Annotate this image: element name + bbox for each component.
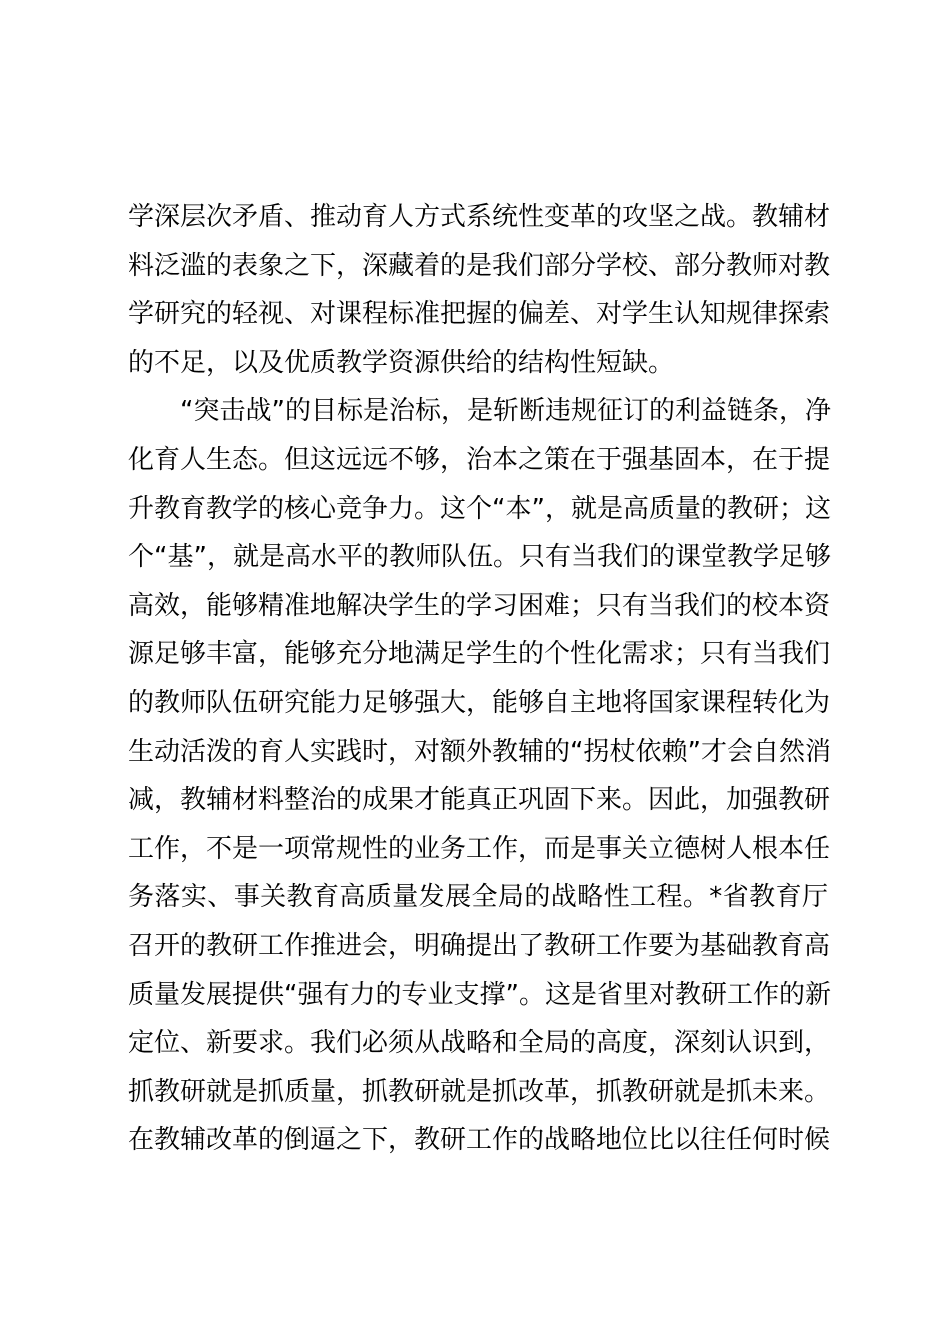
text-line: 学研究的轻视、对课程标准把握的偏差、对学生认知规律探索 — [128, 299, 831, 330]
text-line: 个“基”，就是高水平的教师队伍。只有当我们的课堂教学足够 — [128, 542, 831, 573]
text-line: 化育人生态。但这远远不够，治本之策在于强基固本，在于提 — [128, 444, 831, 475]
text-line: “突击战”的目标是治标，是斩断违规征订的利益链条，净 — [180, 396, 831, 427]
text-line: 抓教研就是抓质量，抓教研就是抓改革，抓教研就是抓未来。 — [128, 1076, 831, 1107]
text-line: 定位、新要求。我们必须从战略和全局的高度，深刻认识到， — [128, 1028, 831, 1059]
text-line: 升教育教学的核心竞争力。这个“本”，就是高质量的教研；这 — [128, 493, 831, 524]
text-line: 的教师队伍研究能力足够强大，能够自主地将国家课程转化为 — [128, 687, 831, 718]
text-line: 减，教辅材料整治的成果才能真正巩固下来。因此，加强教研 — [128, 785, 831, 816]
text-line: 在教辅改革的倒逼之下，教研工作的战略地位比以往任何时候 — [128, 1125, 831, 1156]
text-line: 的不足，以及优质教学资源供给的结构性短缺。 — [128, 347, 675, 378]
text-line: 质量发展提供“强有力的专业支撑”。这是省里对教研工作的新 — [128, 979, 831, 1010]
text-line: 高效，能够精准地解决学生的学习困难；只有当我们的校本资 — [128, 590, 831, 621]
text-line: 务落实、事关教育高质量发展全局的战略性工程。*省教育厅 — [128, 882, 828, 913]
text-line: 料泛滥的表象之下，深藏着的是我们部分学校、部分教师对教 — [128, 250, 831, 281]
body-text — [128, 193, 831, 1165]
text-line: 生动活泼的育人实践时，对额外教辅的“拐杖依赖”才会自然消 — [128, 736, 831, 767]
text-line: 学深层次矛盾、推动育人方式系统性变革的攻坚之战。教辅材 — [128, 202, 831, 232]
text-line: 源足够丰富，能够充分地满足学生的个性化需求；只有当我们 — [128, 639, 831, 670]
text-line: 召开的教研工作推进会，明确提出了教研工作要为基础教育高 — [128, 930, 831, 961]
text-line: 工作，不是一项常规性的业务工作，而是事关立德树人根本任 — [128, 833, 831, 864]
